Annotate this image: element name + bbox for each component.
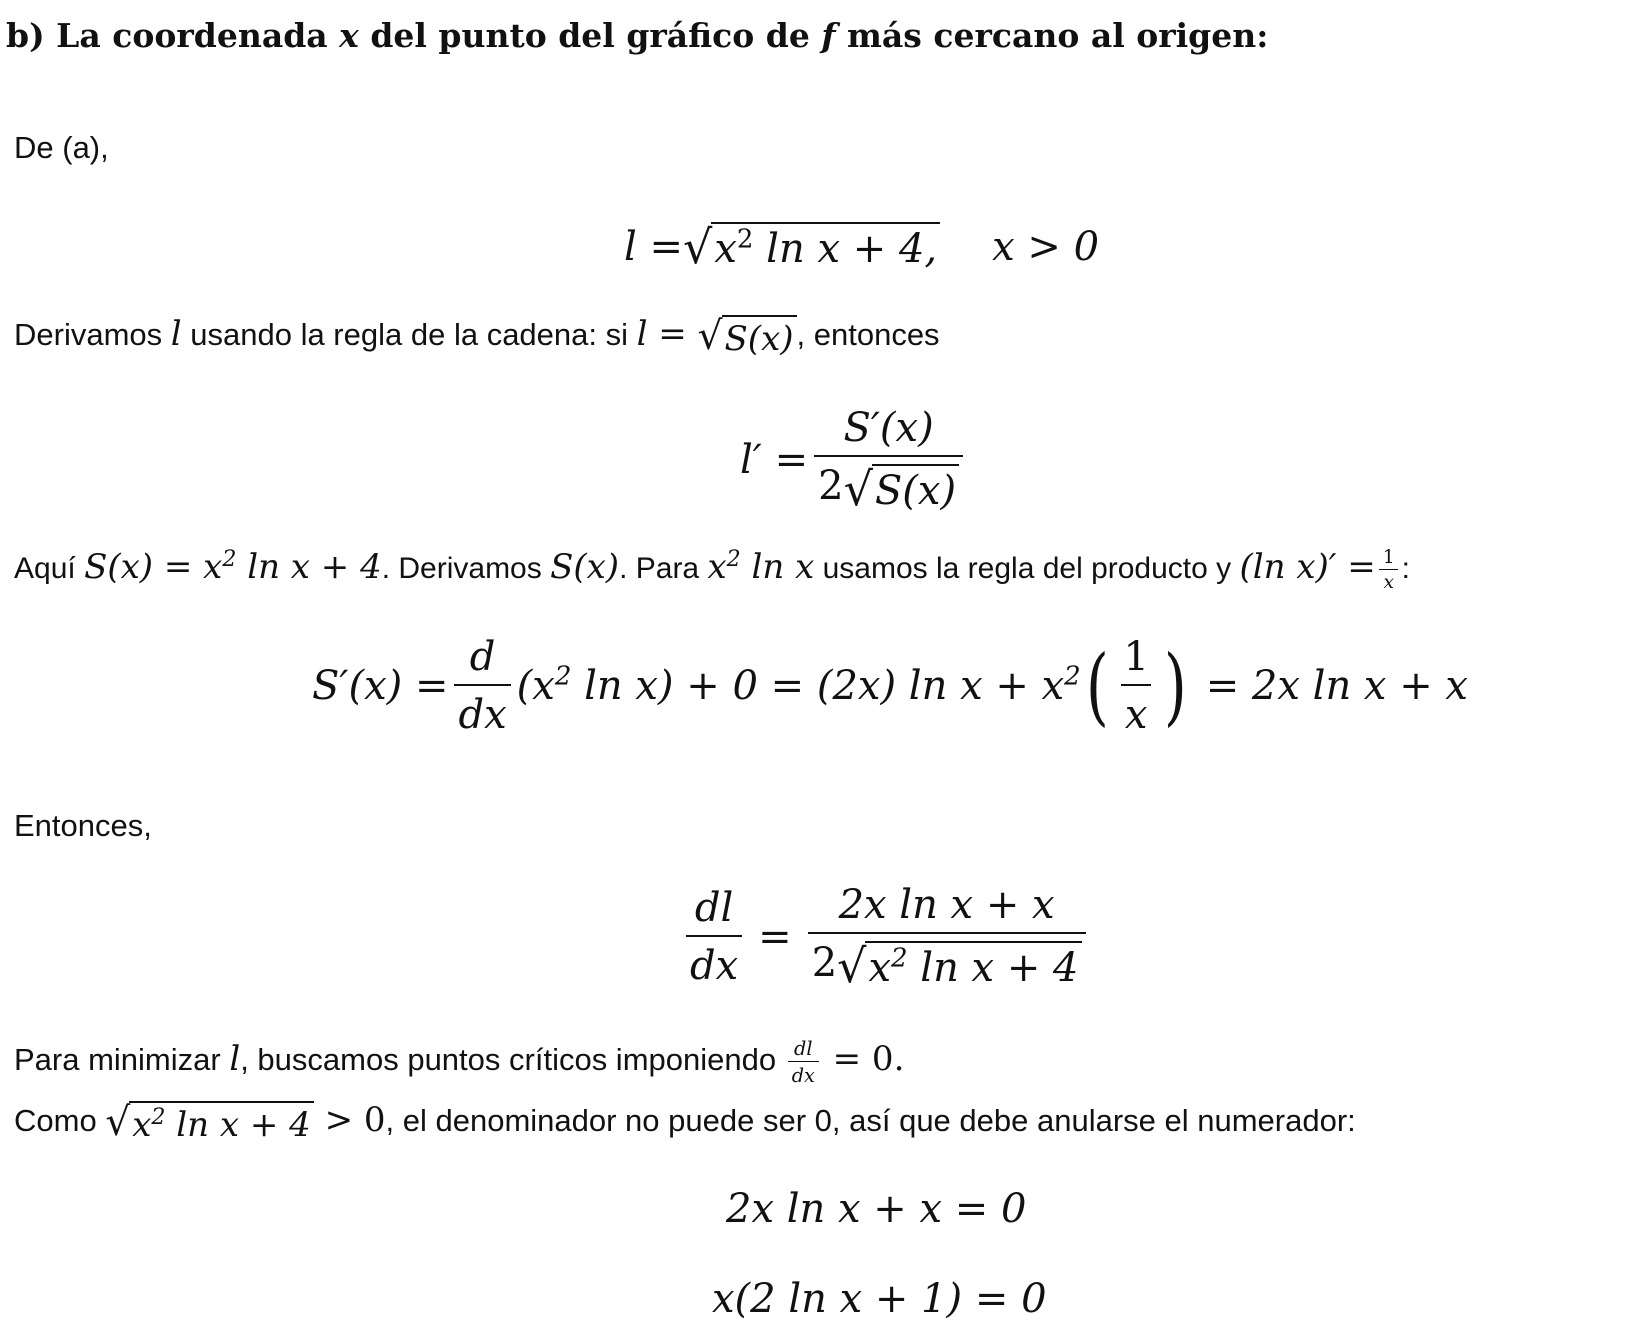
eq2-fraction: [814, 405, 963, 514]
aqui-m3-exp: 2: [726, 545, 741, 572]
equation-dl-dx: [680, 882, 1092, 991]
min-math-after: = 0.: [821, 1039, 905, 1080]
aqui-math-2: S(x): [550, 547, 620, 587]
eq2-denominator: [814, 455, 963, 514]
min-frac-den: dx: [788, 1061, 819, 1087]
product-rule-paragraph: [14, 547, 1410, 593]
heading-text-prefix: b) La coordenada: [6, 16, 340, 55]
chain-rule-paragraph: [14, 314, 940, 359]
minimize-paragraph: [14, 1037, 904, 1087]
eq3-p1-rest: ln x) + 0 = (2x) ln x + x: [571, 663, 1065, 709]
como-radicand: [129, 1101, 314, 1145]
aqui-frac-num: 1: [1382, 547, 1395, 569]
heading-text-middle: del punto del gráfico de: [358, 16, 822, 55]
eq1-radicand: [711, 222, 940, 272]
entonces-text: Entonces,: [14, 808, 152, 843]
min-fraction: [788, 1037, 819, 1087]
como-paragraph: [14, 1100, 1356, 1145]
aqui-m1-rest: ln x + 4: [236, 547, 382, 587]
aqui-m3-rest: ln x: [740, 547, 815, 587]
eq4-den-coef: 2: [811, 940, 838, 986]
equation-l-prime: [740, 405, 969, 514]
aqui-text-5: :: [1401, 552, 1410, 585]
eq2-den-radicand: S(x): [872, 464, 959, 514]
aqui-m1: S(x) = x: [84, 547, 223, 587]
eq3-d-num: d: [469, 634, 496, 680]
como-rad-x: x: [132, 1104, 152, 1145]
eq3-lhs: S′(x) =: [312, 663, 449, 709]
como-sqrt: [105, 1101, 313, 1145]
eq5-text: 2x ln x + x = 0: [726, 1186, 1027, 1232]
aqui-m1-exp: 2: [222, 545, 237, 572]
eq2-lhs: l′ =: [740, 436, 809, 483]
min-text-1: Para minimizar: [14, 1042, 230, 1078]
eq1-lhs: l =: [624, 224, 684, 270]
aqui-text-3: . Para: [619, 552, 708, 585]
eq1-radicand-exp: 2: [736, 224, 754, 255]
eq1-radicand-rest: ln x + 4,: [753, 226, 938, 272]
chain-var-l: l: [170, 314, 182, 354]
como-math-after: > 0: [313, 1100, 386, 1140]
como-text-2: , el denominador no puede ser 0, así que debe anularse el numerador:: [385, 1103, 1356, 1138]
intro-paragraph: [14, 130, 109, 166]
aqui-text-2: . Derivamos: [381, 552, 551, 585]
chain-text-after: , entonces: [796, 317, 940, 352]
aqui-math-1: [84, 547, 382, 587]
eq2-numerator: S′(x): [843, 405, 934, 451]
eq3-frac-num: 1: [1123, 634, 1149, 680]
eq4-rhs-den: [808, 932, 1086, 991]
min-text-2: , buscamos puntos críticos imponiendo: [240, 1042, 785, 1078]
sqrt-symbol: √: [843, 462, 873, 516]
eq3-d-den: dx: [454, 684, 510, 738]
aqui-math-3: [707, 547, 814, 587]
eq4-rhs-num: 2x ln x + x: [838, 882, 1055, 928]
intro-text: De (a),: [14, 130, 109, 165]
chain-text-middle: usando la regla de la cadena: si: [181, 317, 637, 352]
equation-s-prime: [312, 634, 1468, 738]
eq3-p1-exp: 2: [554, 661, 572, 692]
eq3-paren-close: ): [1163, 637, 1187, 735]
como-rad-exp: 2: [151, 1103, 166, 1130]
eq6-text: x(2 ln x + 1) = 0: [712, 1276, 1047, 1322]
eq4-sqrt: [837, 941, 1081, 991]
eq3-rhs: = 2x ln x + x: [1205, 663, 1468, 709]
sqrt-symbol: √: [837, 939, 867, 993]
sqrt-symbol: √: [697, 313, 723, 359]
aqui-text-4: usamos la regla del producto y: [814, 552, 1240, 585]
equation-factored: [712, 1276, 1047, 1322]
eq1-condition: x > 0: [992, 224, 1100, 270]
section-heading: [6, 16, 1268, 55]
equation-critical: [726, 1186, 1026, 1232]
eq3-p1-exp2: 2: [1064, 661, 1081, 692]
heading-var-f: f: [821, 16, 836, 55]
eq1-sqrt: [683, 222, 940, 272]
eq3-frac-den: x: [1121, 684, 1152, 738]
heading-text-suffix: más cercano al origen:: [835, 16, 1269, 55]
aqui-m3: x: [707, 547, 727, 587]
eq3-body: [517, 663, 1081, 709]
eq3-inner-fraction: [1119, 634, 1152, 738]
eq3-derivative-fraction: [454, 634, 510, 738]
chain-radicand: S(x): [722, 315, 797, 359]
sqrt-symbol: √: [683, 220, 713, 274]
eq4-lhs-num: dl: [694, 884, 734, 931]
eq4-rhs-fraction: [808, 882, 1086, 991]
eq4-den-x: x: [868, 945, 892, 991]
heading-var-x: x: [339, 16, 359, 55]
aqui-frac-den: x: [1379, 569, 1398, 593]
eq4-den-rest: ln x + 4: [907, 945, 1079, 991]
chain-sqrt: [698, 315, 797, 359]
eq2-sqrt: [844, 464, 959, 514]
eq4-radicand: [865, 941, 1081, 991]
aqui-fraction: [1379, 547, 1399, 593]
eq4-den-exp: 2: [891, 943, 908, 974]
equation-l-definition: [624, 222, 1099, 272]
eq3-p1: (x: [516, 663, 555, 709]
eq2-den-coef: 2: [818, 463, 844, 509]
eq1-radicand-x: x: [714, 226, 737, 272]
como-text-1: Como: [14, 1103, 106, 1138]
aqui-text-1: Aquí: [14, 552, 85, 585]
eq4-equals: =: [758, 913, 792, 960]
como-rad-rest: ln x + 4: [165, 1104, 311, 1145]
chain-math-lhs: l =: [636, 314, 698, 354]
chain-text-before: Derivamos: [14, 317, 171, 352]
min-frac-num: dl: [794, 1037, 813, 1060]
eq4-lhs-fraction: [686, 885, 742, 989]
aqui-math-4: (ln x)′ =: [1239, 547, 1376, 587]
entonces-paragraph: [14, 808, 152, 844]
min-var-l: l: [229, 1039, 241, 1080]
eq3-paren-open: (: [1085, 637, 1109, 735]
eq4-lhs-den: dx: [686, 935, 742, 989]
sqrt-symbol: √: [105, 1099, 131, 1145]
